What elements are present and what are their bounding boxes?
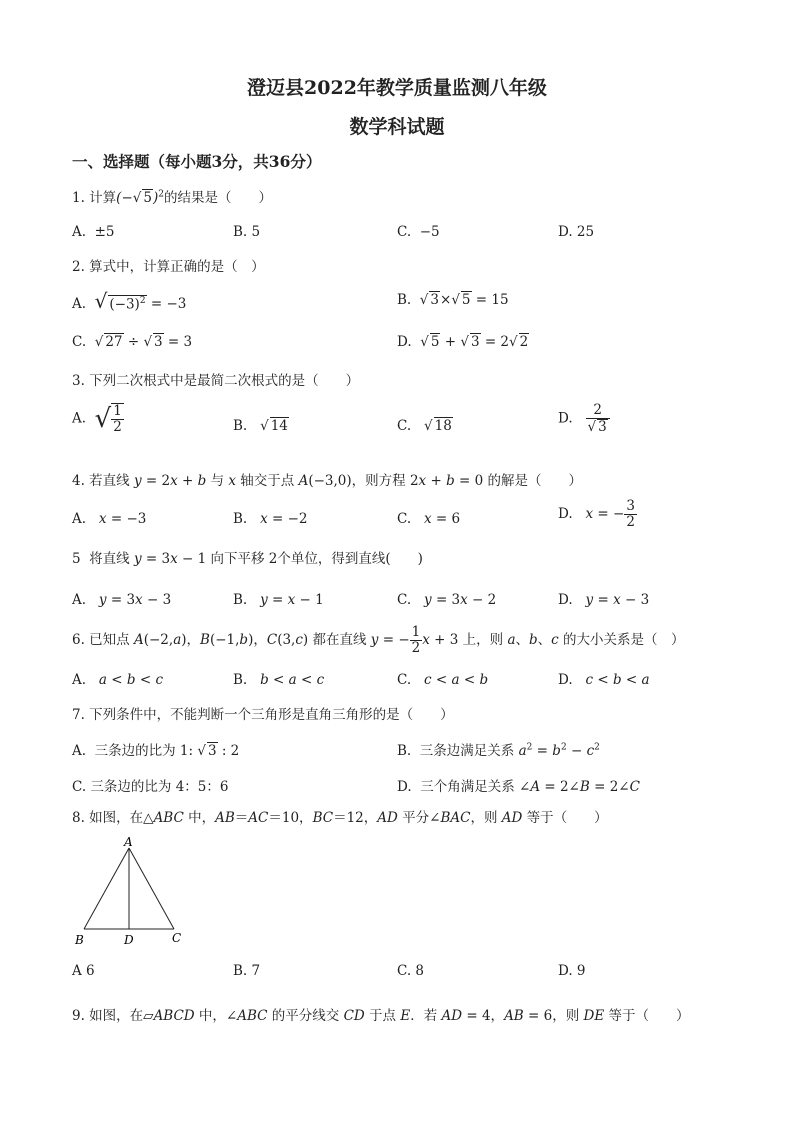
q6-option-b: B. b < a < c: [233, 672, 325, 688]
side-ab: [84, 848, 129, 929]
question-3: 3. 下列二次根式中是最简二次根式的是（ ）: [72, 373, 360, 389]
q2-option-a: A. √ $(-3)^2 = -3$: [72, 289, 187, 313]
q3-option-a: A. √ $\frac{1}{2}$: [72, 403, 122, 435]
q7-option-d: D. 三个角满足关系 ∠A = 2∠B = 2∠C: [397, 779, 640, 795]
q7-option-b: B. 三条边满足关系 $a^2 = b^2 - c^2$: [397, 742, 600, 759]
page-subtitle: 数学科试题: [349, 116, 445, 138]
label-d: D: [124, 933, 134, 947]
question-4: 4. 若直线 y = 2x + b 与 x 轴交于点 A(−3,0)，则方程 2x + b = 0 的解是（ ）: [72, 473, 583, 489]
q4-option-d: D. x = − $\frac{3}{2}$: [558, 498, 635, 530]
question-1: 1. 计算(−√ 5)$^2$的结果是（ ）: [72, 189, 272, 206]
q5-option-d: D. y = x − 3: [558, 592, 650, 608]
q2-option-b: B. √ 3×√ 5 = 15: [397, 292, 509, 308]
q1-option-b: B. 5: [233, 224, 261, 240]
side-ac: [129, 848, 174, 929]
q3-option-d: D. $\frac{2}{√ 3}$: [558, 403, 610, 435]
section-heading: 一、选择题（每小题3分，共36分）: [72, 152, 322, 171]
question-5: 5 将直线 y = 3x − 1 向下平移 2个单位，得到直线( ): [72, 551, 423, 567]
q6-option-c: C. c < a < b: [397, 672, 489, 688]
q4-option-c: C. x = 6: [397, 511, 461, 527]
q7-option-c: C. 三条边的比为 4：5：6: [72, 779, 229, 795]
q1-option-c: C. −5: [397, 224, 440, 240]
q2-option-c: C. √ 27 ÷ √ 3 = 3: [72, 334, 193, 350]
q5-option-c: C. y = 3x − 2: [397, 592, 497, 608]
q6-option-d: D. c < b < a: [558, 672, 650, 688]
q2-option-d: D. √ 5 + √ 3 = 2√ 2: [397, 334, 529, 350]
question-2: 2. 算式中，计算正确的是（ ）: [72, 259, 265, 275]
question-6: 6. 已知点 A(−2,a)，B(−1,b)，C(3,c) 都在直线 y = − $\frac{1}{2}$ x + 3 上，则 a、b、c 的大小关系是（ ）: [72, 624, 685, 656]
question-8: 8. 如图，在△ABC 中，AB＝AC＝10，BC＝12，AD 平分∠BAC，则 AD 等于（ ）: [72, 810, 608, 826]
q3-option-c: C. √ 18: [397, 418, 452, 434]
triangle-figure: [72, 836, 192, 952]
q8-option-b: B. 7: [233, 963, 261, 979]
question-9: 9. 如图，在▱ABCD 中，∠ABC 的平分线交 CD 于点 E．若 AD = 4，AB = 6，则 DE 等于（ ）: [72, 1008, 690, 1024]
page-title: 澄迈县2022年教学质量监测八年级: [247, 77, 547, 99]
question-7: 7. 下列条件中，不能判断一个三角形是直角三角形的是（ ）: [72, 707, 454, 723]
q5-option-b: B. y = x − 1: [233, 592, 324, 608]
q4-option-b: B. x = −2: [233, 511, 308, 527]
q8-option-d: D. 9: [558, 963, 586, 979]
q6-option-a: A. a < b < c: [72, 672, 164, 688]
label-c: C: [172, 931, 182, 945]
q3-option-b: B. √ 14: [233, 418, 288, 434]
q8-option-a: A 6: [72, 963, 95, 979]
q1-option-d: D. 25: [558, 224, 595, 240]
q8-option-c: C. 8: [397, 963, 425, 979]
label-a: A: [124, 836, 133, 849]
label-b: B: [75, 933, 84, 947]
q1-option-a: A. ±5: [72, 224, 115, 240]
q5-option-a: A. y = 3x − 3: [72, 592, 172, 608]
q4-option-a: A. x = −3: [72, 511, 147, 527]
q7-option-a: A. 三条边的比为 1: √ 3 : 2: [72, 743, 240, 759]
